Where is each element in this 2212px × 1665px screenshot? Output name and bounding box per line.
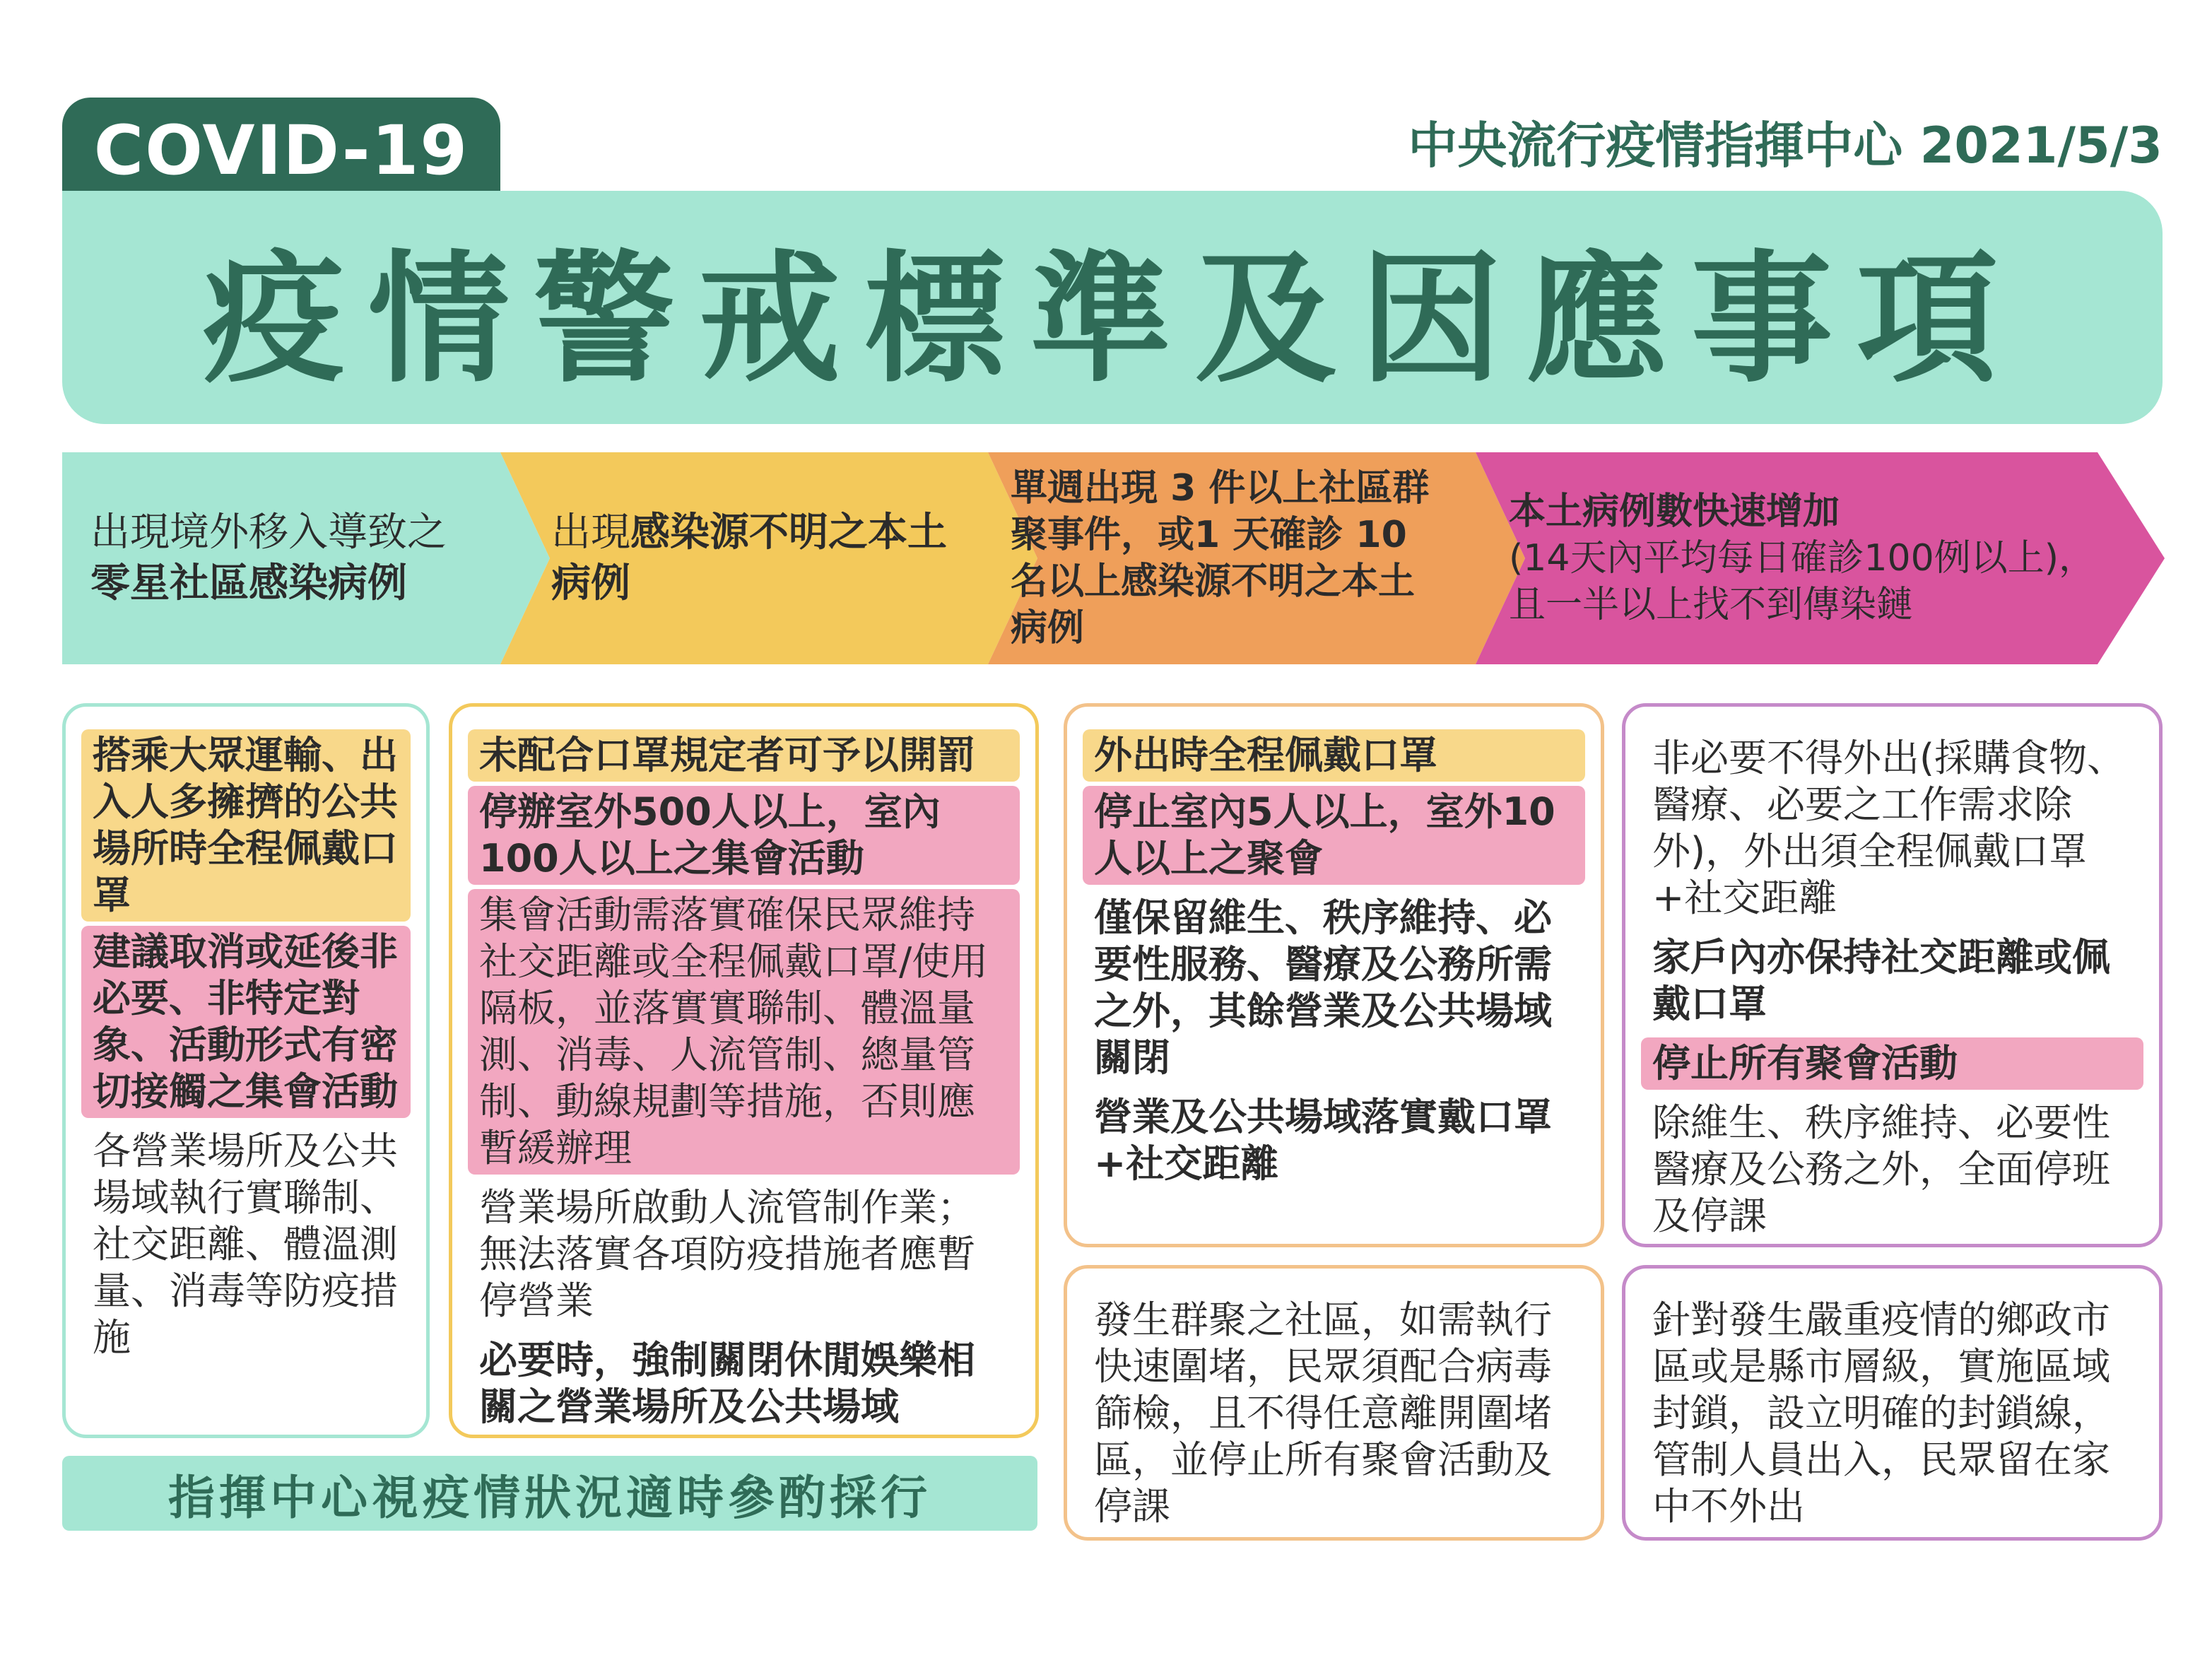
col3-gathering-limit: 停止室內5人以上，室外10人以上之聚會: [1083, 786, 1585, 885]
col4-stop-gatherings: 停止所有聚會活動: [1641, 1037, 2143, 1090]
footer-note: 指揮中心視疫情狀況適時參酌採行: [62, 1456, 1037, 1531]
stage-1-text: 出現境外移入導致之 零星社區感染病例: [90, 510, 447, 606]
source-date: 中央流行疫情指揮中心 2021/5/3: [1408, 117, 2163, 175]
col2-venue-flow: 營業場所啟動人流管制作業；無法落實各項防疫措施者應暫停營業: [479, 1185, 975, 1323]
page-title: 疫情警戒標準及因應事項: [62, 191, 2163, 424]
column-level-3: [1064, 703, 1604, 1247]
col4-stay-home: 非必要不得外出(採購食物、醫療、必要之工作需求除外)，外出須全程佩戴口罩+社交距離: [1652, 736, 2126, 920]
col4-suspend-work: 除維生、秩序維持、必要性醫療及公務之外，全面停班及停課: [1652, 1100, 2110, 1238]
col4-household-distance: 家戶內亦保持社交距離或佩戴口罩: [1652, 935, 2110, 1026]
col3-mask-rule: 外出時全程佩戴口罩: [1083, 729, 1585, 782]
col2-forced-closure: 必要時，強制關閉休閒娛樂相關之營業場所及公共場域: [479, 1338, 975, 1429]
column-level-4-lower: [1622, 1265, 2163, 1541]
covid-tag: COVID-19: [62, 98, 500, 204]
col2-fine-rule: 未配合口罩規定者可予以開罰: [468, 729, 1020, 782]
col3-containment: 發生群聚之社區，如需執行快速圍堵，民眾須配合病毒篩檢，且不得任意離開圍堵區，並停止所有聚會活動及停課: [1094, 1298, 1552, 1529]
col1-mask-rule: 搭乘大眾運輸、出入人多擁擠的公共場所時全程佩戴口罩: [81, 729, 411, 922]
column-level-2: [449, 703, 1039, 1438]
column-level-3-lower: [1064, 1265, 1604, 1541]
stage-3-text: 單週出現 3 件以上社區群聚事件，或1 天確診 10 名以上感染源不明之本土病例: [1011, 467, 1430, 649]
col3-mask-distance: 營業及公共場域落實戴口罩+社交距離: [1094, 1095, 1552, 1186]
column-level-4: [1622, 703, 2163, 1247]
col3-closure: 僅保留維生、秩序維持、必要性服務、醫療及公務所需之外，其餘營業及公共場域關閉: [1094, 895, 1552, 1080]
col2-event-measures: 集會活動需落實確保民眾維持社交距離或全程佩戴口罩/使用隔板，並落實實聯制、體溫量測、消毒、人流管制、總量管制、動線規劃等措施，否則應暫緩辦理: [468, 889, 1020, 1175]
stage-2-text: 出現感染源不明之本土病例: [551, 510, 947, 606]
col4-lockdown: 針對發生嚴重疫情的鄉政市區或是縣市層級，實施區域封鎖，設立明確的封鎖線，管制人員出入，民眾留在家中不外出: [1652, 1298, 2110, 1529]
stage-4-text: 本土病例數快速增加 (14天內平均每日確診100例以上)，且一半以上找不到傳染鏈: [1509, 490, 2095, 626]
col1-gathering-advice: 建議取消或延後非必要、非特定對象、活動形式有密切接觸之集會活動: [81, 926, 411, 1118]
column-level-1: [62, 703, 430, 1438]
col2-event-limit: 停辦室外500人以上，室內100人以上之集會活動: [468, 786, 1020, 885]
col1-venue-measures: 各營業場所及公共場域執行實聯制、社交距離、體溫測量、消毒等防疫措施: [93, 1129, 398, 1360]
